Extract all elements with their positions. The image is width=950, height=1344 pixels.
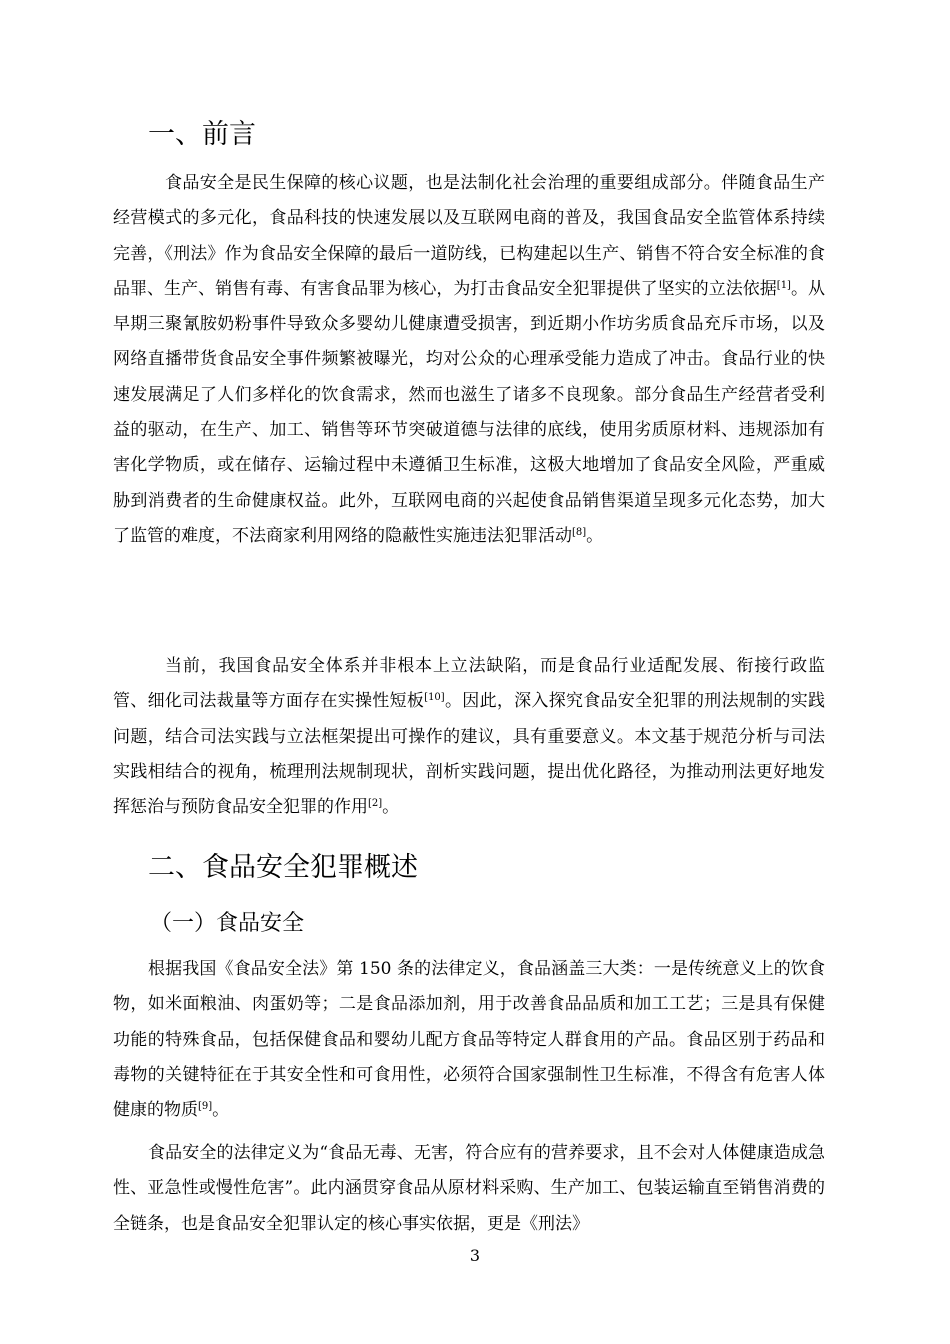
subsection-heading-food-safety: （一）食品安全	[150, 911, 305, 936]
paragraph-text: 。	[212, 1100, 230, 1121]
section-heading-overview: 二、食品安全犯罪概述	[148, 852, 418, 883]
paragraph-text: 当前，我国食品安全体系并非根本上立法缺陷，而是食品行业适配发展、衔接行政监管、细化司法裁量等方面存在实操性短板	[113, 656, 825, 712]
citation-ref: [8]	[572, 526, 587, 538]
paragraph-food-definition	[113, 952, 825, 1128]
paragraph-preface-2	[113, 649, 825, 825]
paragraph-text: 。因此，深入探究食品安全犯罪的刑法规制的实践问题，结合司法实践与立法框架提出可操作的建议，具有重要意义。本文基于规范分析与司法实践相结合的视角，梳理刑法规制现状，剖析实践问题，提出优化路径，为推动刑法更好地发挥惩治与预防食品安全犯罪的作用	[113, 691, 826, 818]
citation-ref: [2]	[368, 798, 383, 810]
paragraph-food-safety-definition	[113, 1136, 825, 1242]
paragraph-preface-1	[113, 166, 825, 554]
paragraph-text: 食品安全的法律定义为“食品无毒、无害，符合应有的营养要求，且不会对人体健康造成急性、亚急性或慢性危害”。此内涵贯穿食品从原材料采购、生产加工、包装运输直至销售消费的全链条，也是食品安全犯罪认定的核心事实依据，更是《刑法》	[113, 1143, 825, 1234]
paragraph-text: 根据我国《食品安全法》第 150 条的法律定义，食品涵盖三大类：一是传统意义上的饮食物，如米面粮油、肉蛋奶等；二是食品添加剂，用于改善食品品质和加工工艺；三是具有保健功能的特殊食品，包括保健食品和婴幼儿配方食品等特定人群食用的产品。食品区别于药品和毒物的关键特征在于其安全性和可食用性，必须符合国家强制性卫生标准，不得含有危害人体健康的物质	[113, 959, 825, 1121]
paragraph-text: 。从早期三聚氰胺奶粉事件导致众多婴幼儿健康遭受损害，到近期小作坊劣质食品充斥市场，以及网络直播带货食品安全事件频繁被曝光，均对公众的心理承受能力造成了冲击。食品行业的快速发展满足了人们多样化的饮食需求，然而也滋生了诸多不良现象。部分食品生产经营者受利益的驱动，在生产、加工、销售等环节突破道德与法律的底线，使用劣质原材料、违规添加有害化学物质，或在储存、运输过程中未遵循卫生标准，这极大地增加了食品安全风险，严重威胁到消费者的生命健康权益。此外，互联网电商的兴起使食品销售渠道呈现多元化态势，加大了监管的难度，不法商家利用网络的隐蔽性实施违法犯罪活动	[113, 278, 826, 546]
page-number: 3	[469, 1246, 481, 1265]
citation-ref: [9]	[198, 1101, 213, 1113]
paragraph-text: 食品安全是民生保障的核心议题，也是法制化社会治理的重要组成部分。伴随食品生产经营模式的多元化，食品科技的快速发展以及互联网电商的普及，我国食品安全监管体系持续完善，《刑法》作为食品安全保障的最后一道防线，已构建起以生产、销售不符合安全标准的食品罪、生产、销售有毒、有害食品罪为核心，为打击食品安全犯罪提供了坚实的立法依据	[113, 173, 825, 299]
section-heading-preface: 一、前言	[148, 119, 256, 150]
paragraph-text: 。	[382, 797, 400, 818]
paragraph-text: 。	[586, 525, 604, 546]
citation-ref: [1]	[776, 279, 791, 291]
citation-ref: [10]	[424, 692, 445, 704]
